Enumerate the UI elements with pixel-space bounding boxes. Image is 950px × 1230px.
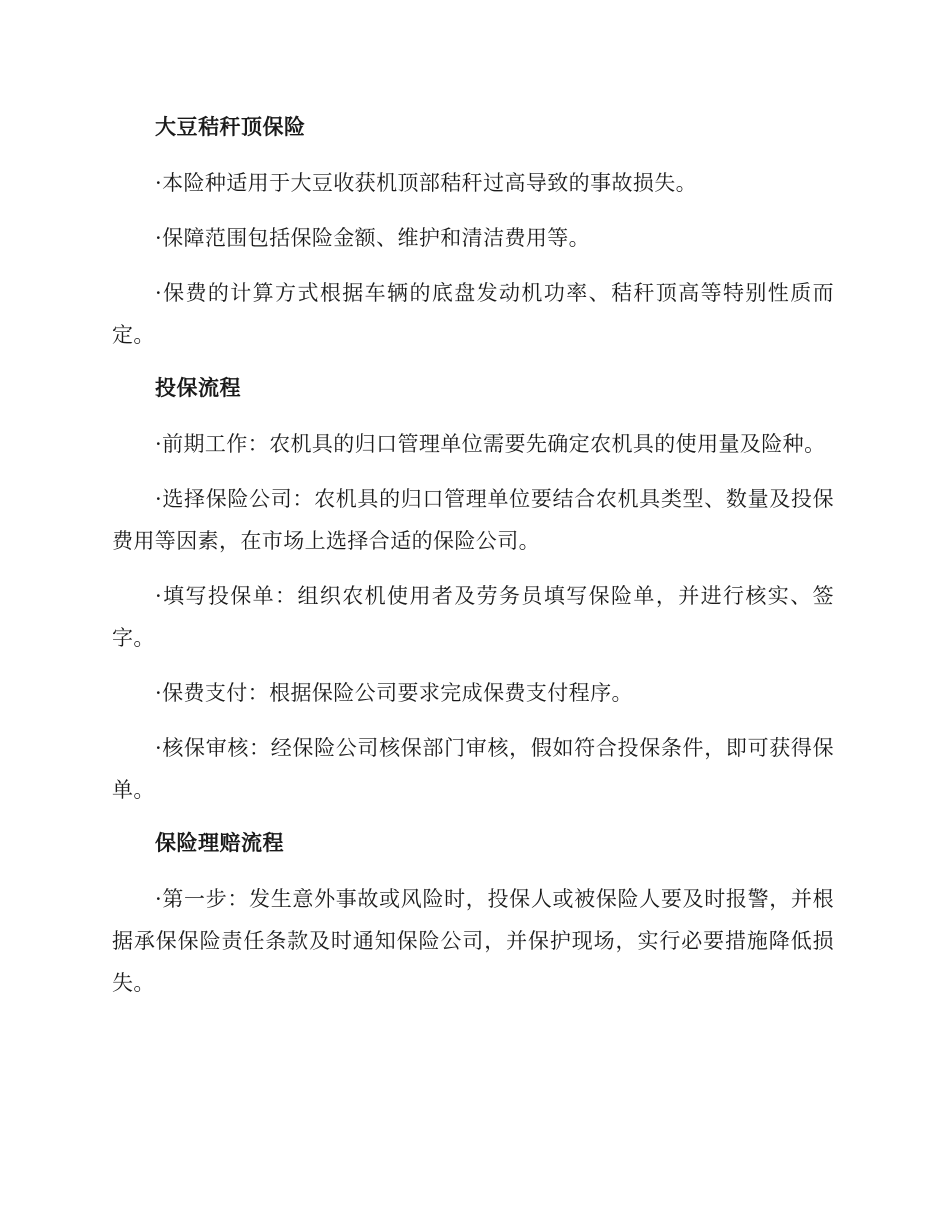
paragraph: ·填写投保单：组织农机使用者及劳务员填写保险单，并进行核实、签字。 xyxy=(112,584,834,650)
paragraph: ·保费的计算方式根据车辆的底盘发动机功率、秸秆顶高等特别性质而定。 xyxy=(112,281,834,347)
section-heading: 大豆秸秆顶保险 xyxy=(155,115,306,139)
section-heading: 投保流程 xyxy=(155,376,241,400)
paragraph: ·选择保险公司：农机具的归口管理单位要结合农机具类型、数量及投保费用等因素，在市场上选择合适的保险公司。 xyxy=(112,487,834,553)
section-application-process xyxy=(112,369,834,811)
section-claims-process xyxy=(112,824,834,1004)
document-page xyxy=(112,108,834,1017)
paragraph: ·前期工作：农机具的归口管理单位需要先确定农机具的使用量及险种。 xyxy=(155,432,826,456)
paragraph: ·保障范围包括保险金额、维护和清洁费用等。 xyxy=(155,226,591,250)
paragraph: ·保费支付：根据保险公司要求完成保费支付程序。 xyxy=(155,681,633,705)
section-soybean-straw-insurance xyxy=(112,108,834,356)
section-heading: 保险理赔流程 xyxy=(155,831,284,855)
paragraph: ·核保审核：经保险公司核保部门审核，假如符合投保条件，即可获得保单。 xyxy=(112,736,834,802)
paragraph: ·本险种适用于大豆收获机顶部秸秆过高导致的事故损失。 xyxy=(155,171,698,195)
paragraph: ·第一步：发生意外事故或风险时，投保人或被保险人要及时报警，并根据承保保险责任条款及时通知保险公司，并保护现场，实行必要措施降低损失。 xyxy=(112,887,834,995)
